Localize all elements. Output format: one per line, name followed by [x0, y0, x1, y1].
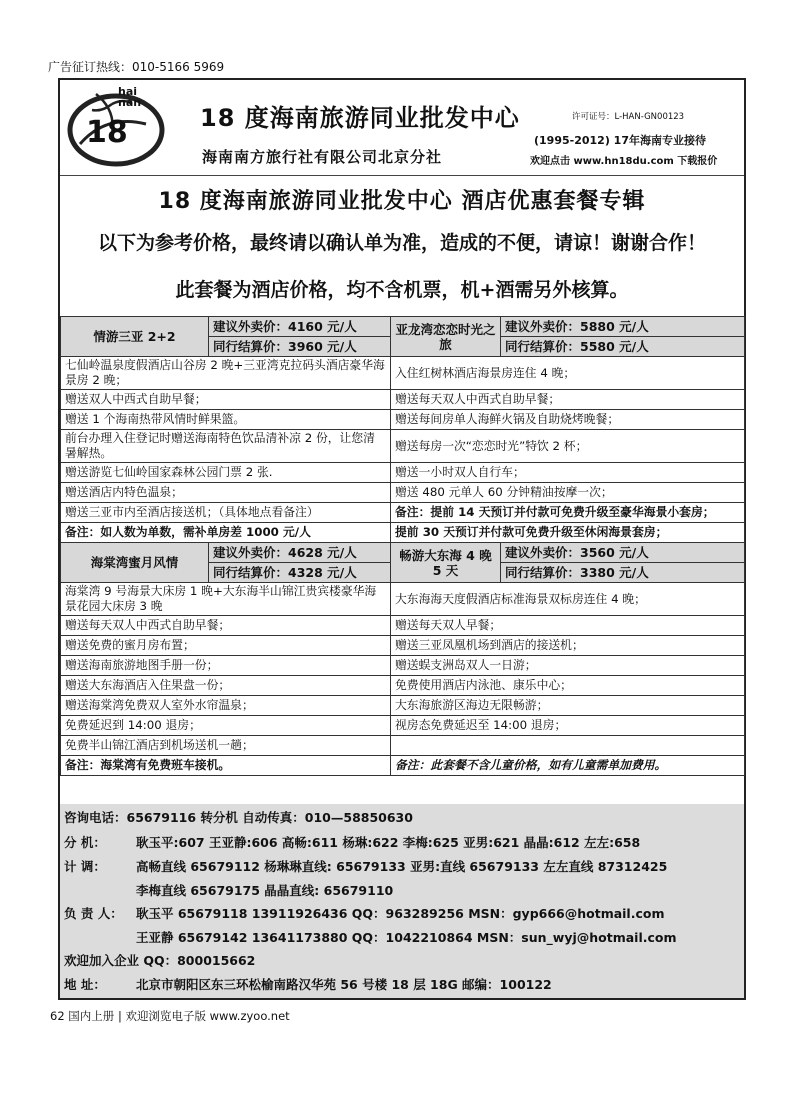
table-row [61, 656, 745, 676]
table-cell: 赠送每房一次“恋恋时光”特饮 2 杯； [391, 430, 745, 463]
table-row [61, 716, 745, 736]
resp-line-1: 耿玉平 65679118 13911926436 QQ：963289256 MSN：gyp666@hotmail.com [136, 906, 665, 921]
table-cell: 赠送海棠湾免费双人室外水帘温泉； [61, 696, 391, 716]
table-cell: 赠送双人中西式自助早餐； [61, 390, 391, 410]
logo-number: 18 [86, 115, 128, 150]
logo-text-nan: nan [118, 96, 142, 109]
package-name: 海棠湾蜜月风情 [61, 543, 209, 583]
page-title: 18 度海南旅游同业批发中心 酒店优惠套餐专辑 [158, 189, 646, 214]
license-number: 许可证号：L-HAN-GN00123 [572, 112, 685, 122]
table-cell: 备注：如人数为单数，需补单房差 1000 元/人 [61, 523, 391, 543]
contact-panel [60, 804, 744, 998]
table-cell: 海棠湾 9 号海景大床房 1 晚+大东海半山锦江贵宾楼豪华海景花园大床房 3 晚 [61, 583, 391, 616]
ad-hotline: 广告征订热线：010-5166 5969 [48, 60, 225, 74]
table-cell: 提前 30 天预订并付款可免费升级至休闲海景套房； [391, 523, 745, 543]
website-link[interactable]: 欢迎点击 www.hn18du.com 下载报价 [530, 156, 718, 167]
contact-phone: 咨询电话：65679116 转分机 自动传真：010—58850630 [64, 810, 413, 825]
table-cell: 免费延迟到 14:00 退房； [61, 716, 391, 736]
package-table [60, 316, 744, 776]
table-cell: 赠送大东海酒店入住果盘一份； [61, 676, 391, 696]
table-cell: 赠送海南旅游地图手册一份； [61, 656, 391, 676]
table-row [61, 583, 745, 616]
table-cell: 赠送每天双人中西式自助早餐； [61, 616, 391, 636]
table-row [61, 523, 745, 543]
package-name: 畅游大东海 4 晚 5 天 [391, 543, 501, 583]
table-row [61, 696, 745, 716]
ext-list: 耿玉平:607 王亚静:606 高畅:611 杨琳:622 李梅:625 亚男:621 晶晶:612 左左:658 [136, 835, 641, 850]
table-cell: 赠送三亚凤凰机场到酒店的接送机； [391, 636, 745, 656]
table-cell: 赠送每天双人早餐； [391, 616, 745, 636]
table-row [61, 430, 745, 463]
package-name: 亚龙湾恋恋时光之旅 [391, 317, 501, 357]
table-cell: 备注：提前 14 天预订并付款可免费升级至豪华海景小套房； [391, 503, 745, 523]
ext-label: 分 机： [64, 835, 106, 850]
retail-price: 建议外卖价：5880 元/人 [501, 317, 745, 337]
trade-price: 同行结算价：3960 元/人 [209, 337, 391, 357]
table-cell: 大东海旅游区海边无限畅游； [391, 696, 745, 716]
trade-price: 同行结算价：4328 元/人 [209, 563, 391, 583]
table-row [61, 410, 745, 430]
table-cell: 视房态免费延迟至 14:00 退房； [391, 716, 745, 736]
table-cell: 赠送一小时双人自行车； [391, 463, 745, 483]
table-cell: 赠送 1 个海南热带风情时鲜果篮。 [61, 410, 391, 430]
table-cell: 赠送游览七仙岭国家森林公园门票 2 张. [61, 463, 391, 483]
logo-text-hai: hai [118, 85, 138, 98]
table-cell: 赠送 480 元单人 60 分钟精油按摩一次； [391, 483, 745, 503]
table-cell [391, 736, 745, 756]
enterprise-qq: 欢迎加入企业 QQ：800015662 [64, 953, 256, 968]
table-row [61, 636, 745, 656]
package-name: 情游三亚 2+2 [61, 317, 209, 357]
trade-price: 同行结算价：3380 元/人 [501, 563, 745, 583]
table-row [61, 483, 745, 503]
retail-price: 建议外卖价：3560 元/人 [501, 543, 745, 563]
table-cell: 前台办理入住登记时赠送海南特色饮品清补凉 2 份，让您清暑解热。 [61, 430, 391, 463]
page-footer: 62 国内上册 | 欢迎浏览电子版 www.zyoo.net [50, 1009, 290, 1023]
table-cell: 入住红树林酒店海景房连住 4 晚； [391, 357, 745, 390]
retail-price: 建议外卖价：4160 元/人 [209, 317, 391, 337]
table-row [61, 736, 745, 756]
addr-label: 地 址： [64, 977, 106, 992]
table-cell: 备注：此套餐不含儿童价格，如有儿童需单加费用。 [391, 756, 745, 776]
table-row [61, 756, 745, 776]
table-cell: 赠送三亚市内至酒店接送机；（具体地点看备注） [61, 503, 391, 523]
calc-line-2: 李梅直线 65679175 晶晶直线: 65679110 [136, 883, 394, 898]
years-badge: (1995-2012) 17年海南专业接待 [534, 134, 706, 147]
table-cell: 赠送蜈支洲岛双人一日游； [391, 656, 745, 676]
table-cell: 免费半山锦江酒店到机场送机一趟； [61, 736, 391, 756]
table-cell: 免费使用酒店内泳池、康乐中心； [391, 676, 745, 696]
table-row [61, 463, 745, 483]
price-note: 以下为参考价格，最终请以确认单为准，造成的不便，请谅！谢谢合作！ [97, 232, 706, 254]
table-row [61, 543, 745, 563]
resp-line-2: 王亚静 65679142 13641173880 QQ：1042210864 MSN：sun_wyj@hotmail.com [136, 930, 677, 945]
logo-text [118, 86, 178, 108]
retail-price: 建议外卖价：4628 元/人 [209, 543, 391, 563]
table-row [61, 390, 745, 410]
brand-name: 18 度海南旅游同业批发中心 [200, 104, 520, 132]
package-note: 此套餐为酒店价格，均不含机票，机+酒需另外核算。 [175, 279, 629, 301]
table-cell: 七仙岭温泉度假酒店山谷房 2 晚+三亚湾克拉码头酒店豪华海景房 2 晚； [61, 357, 391, 390]
table-cell: 赠送每天双人中西式自助早餐； [391, 390, 745, 410]
table-row [61, 503, 745, 523]
address: 北京市朝阳区东三环松榆南路汉华苑 56 号楼 18 层 18G 邮编：100122 [136, 977, 552, 992]
table-cell: 赠送每间房单人海鲜火锅及自助烧烤晚餐； [391, 410, 745, 430]
table-cell: 赠送免费的蜜月房布置； [61, 636, 391, 656]
table-cell: 大东海海天度假酒店标准海景双标房连住 4 晚； [391, 583, 745, 616]
trade-price: 同行结算价：5580 元/人 [501, 337, 745, 357]
header-banner [60, 80, 744, 176]
calc-line-1: 高畅直线 65679112 杨琳琳直线: 65679133 亚男:直线 65679133 左左直线 87312425 [136, 859, 668, 874]
table-cell: 备注：海棠湾有免费班车接机。 [61, 756, 391, 776]
resp-label: 负 责 人： [64, 906, 123, 921]
branch-name: 海南南方旅行社有限公司北京分社 [202, 148, 443, 166]
table-row [61, 357, 745, 390]
calc-label: 计 调： [64, 859, 106, 874]
table-cell: 赠送酒店内特色温泉； [61, 483, 391, 503]
table-row [61, 616, 745, 636]
table-row [61, 676, 745, 696]
